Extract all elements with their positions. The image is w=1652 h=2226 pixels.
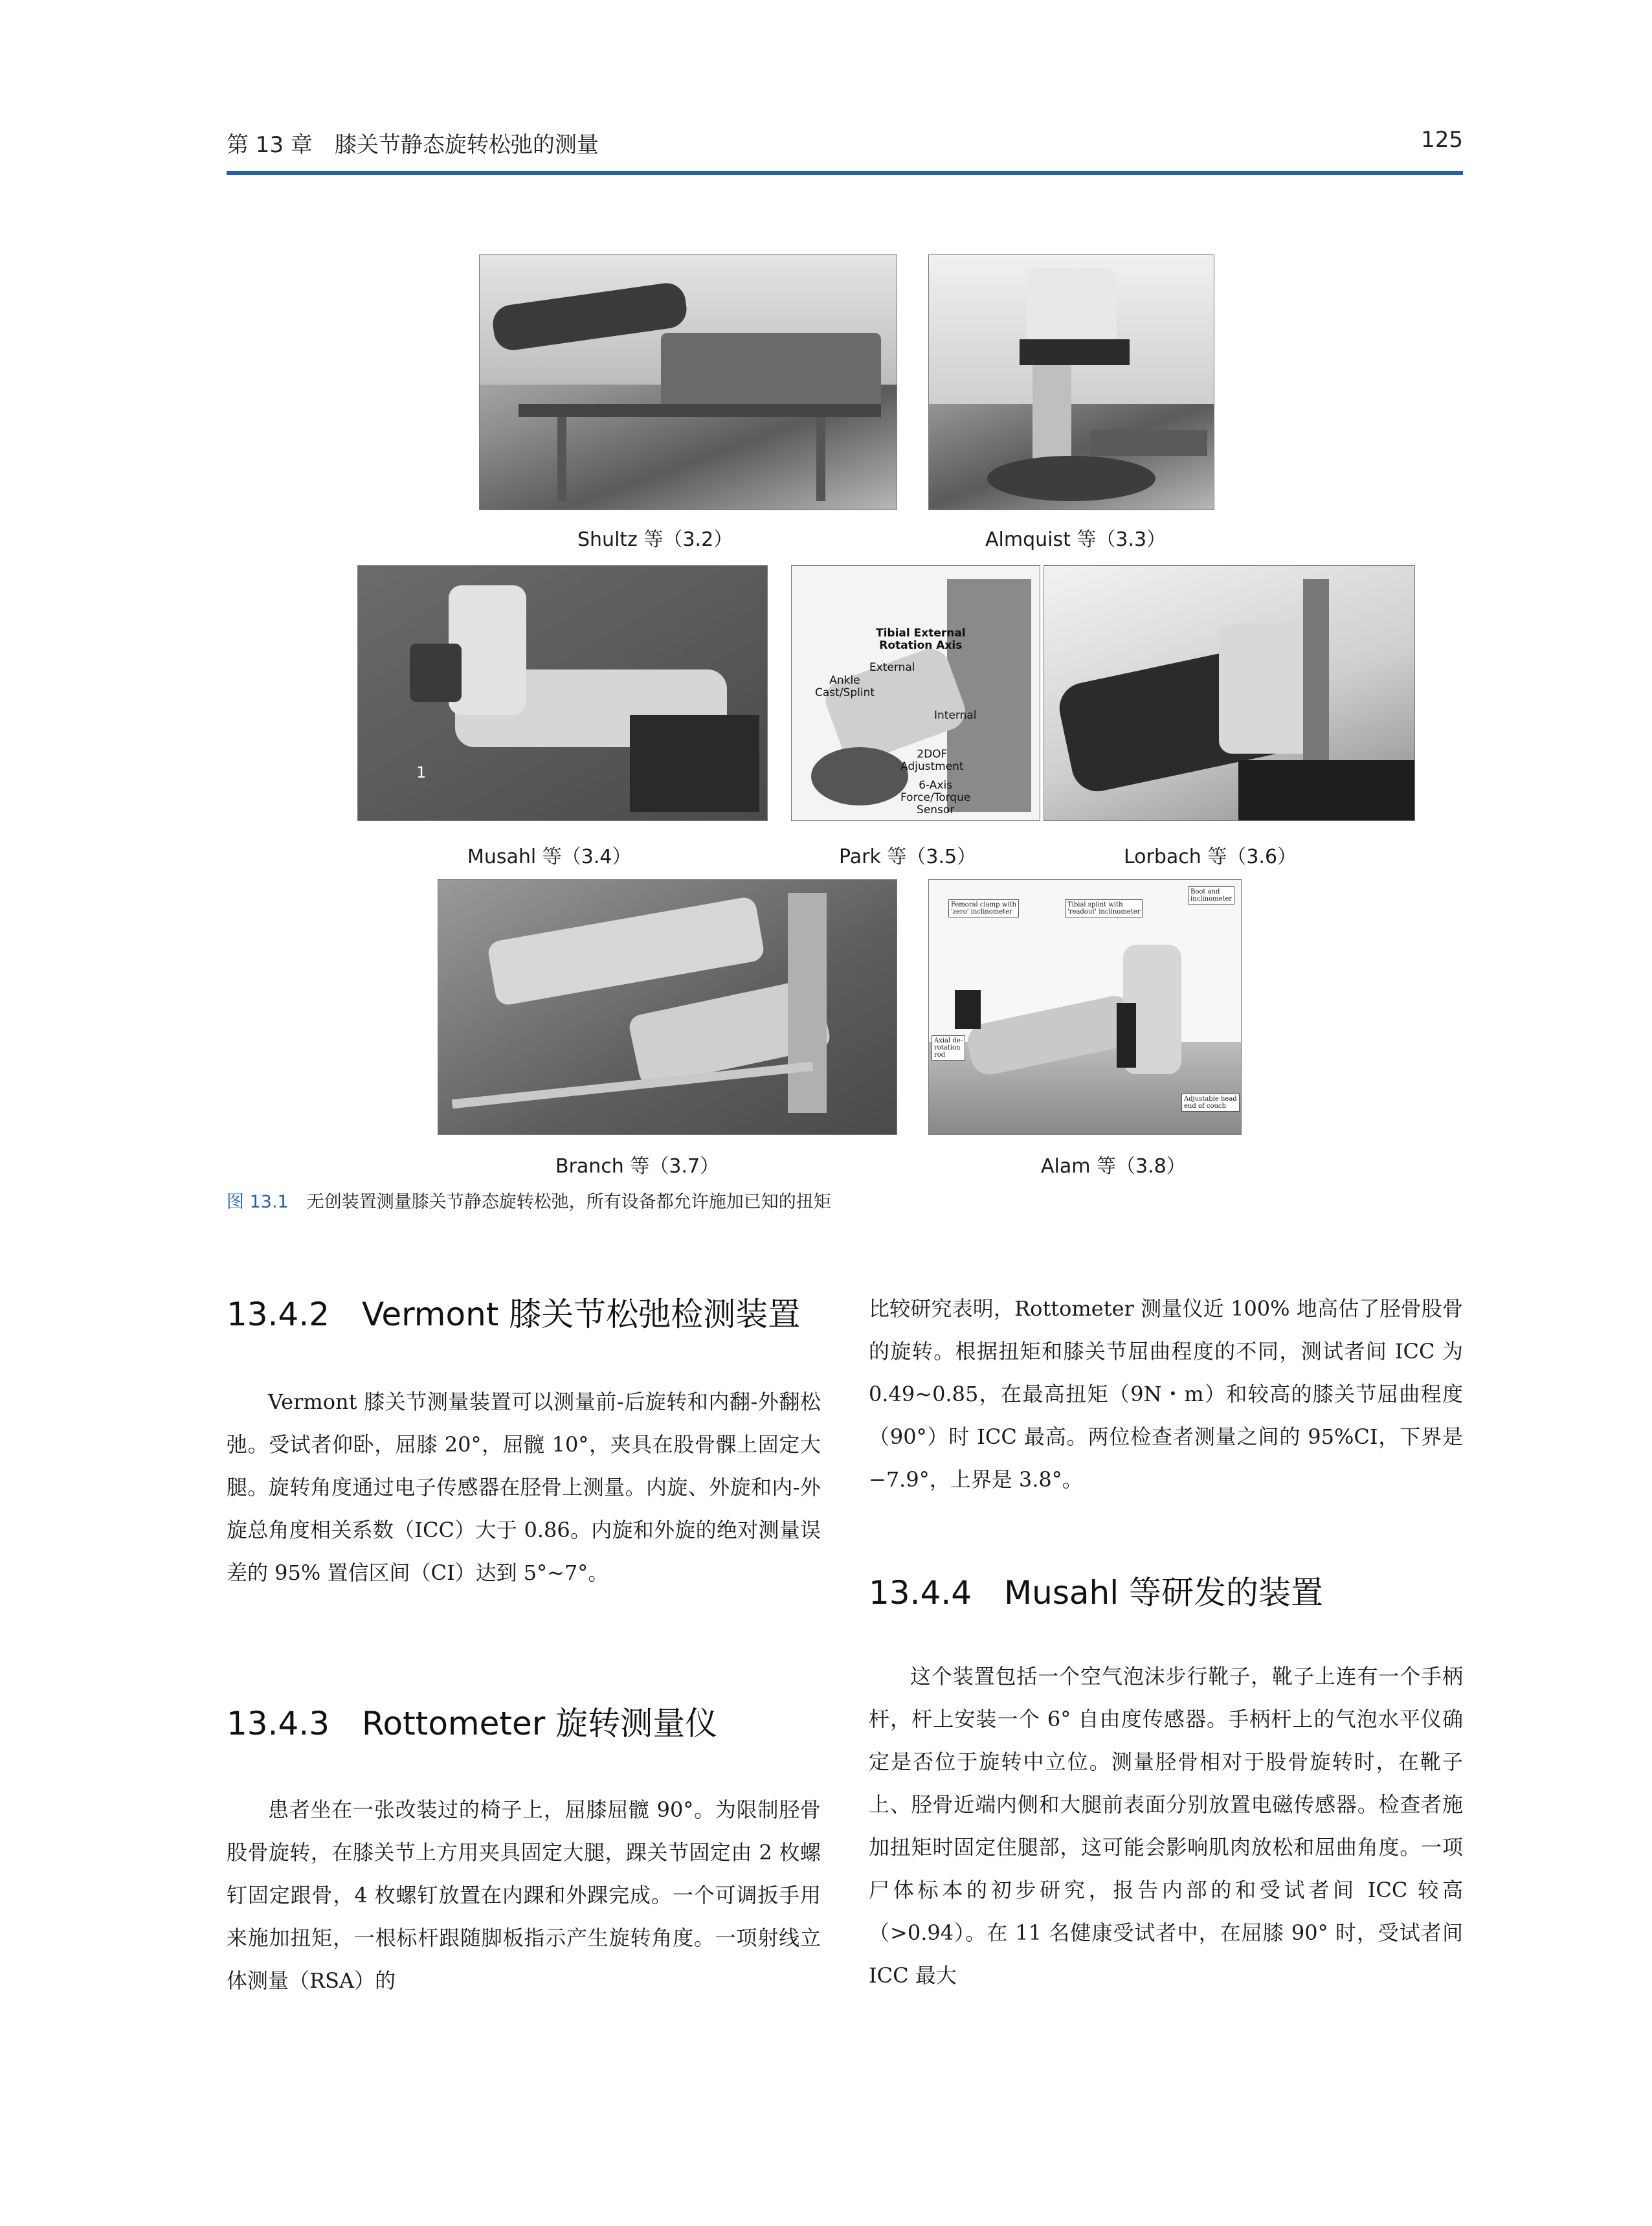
alam-label-axial: Axial de- rotation rod: [932, 1035, 965, 1061]
section-body-13-4-3: 患者坐在一张改装过的椅子上，屈膝屈髋 90°。为限制胫骨股骨旋转，在膝关节上方用夹具固定大腿，踝关节固定由 2 枚螺钉固定跟骨，4 枚螺钉放置在内踝和外踝完成。一个可调扳手用来施加扭矩，一根标杆跟随脚板指示产生旋转角度。一项射线立体测量（RSA）的: [227, 1797, 821, 1993]
caption-branch: Branch 等（3.7）: [555, 1155, 720, 1178]
page-number: 125: [1421, 127, 1463, 153]
caption-almquist: Almquist 等（3.3）: [985, 528, 1166, 551]
caption-alam: Alam 等（3.8）: [1041, 1155, 1186, 1178]
park-label-sensor: 6-Axis Force/Torque Sensor: [900, 779, 971, 816]
alam-label-couch: Adjustable head end of couch: [1181, 1094, 1240, 1112]
alam-label-boot: Boot and inclinometer: [1188, 886, 1234, 905]
section-heading-13-4-3: 13.4.3 Rottometer 旋转测量仪: [227, 1705, 718, 1742]
section-body-13-4-4: 这个装置包括一个空气泡沫步行靴子，靴子上连有一个手柄杆，杆上安装一个 6° 自由度传感器。手柄杆上的气泡水平仪确定是否位于旋转中立位。测量胫骨相对于股骨旋转时，在靴子上、胫骨近端内侧和大腿前表面分别放置电磁传感器。检查者施加扭矩时固定住腿部，这可能会影响肌肉放松和屈曲角度。一项尸体标本的初步研究，报告内部的和受试者间 ICC 较高（>0.94）。在 11 名健康受试者中，在屈膝 90° 时，受试者间 ICC 最大: [869, 1664, 1463, 1988]
figure-caption-text: 无创装置测量膝关节静态旋转松弛，所有设备都允许施加已知的扭矩: [306, 1192, 831, 1212]
photo-almquist: [928, 254, 1214, 510]
park-label-internal: Internal: [934, 709, 977, 722]
section-heading-13-4-2: 13.4.2 Vermont 膝关节松弛检测装置: [227, 1296, 801, 1333]
caption-park: Park 等（3.5）: [839, 846, 977, 868]
photo-musahl: [357, 565, 768, 821]
alam-label-tibial: Tibial splint with 'readout' inclinometer: [1065, 899, 1143, 917]
photo-branch: [438, 879, 897, 1135]
park-label-external: External: [869, 661, 915, 674]
caption-musahl: Musahl 等（3.4）: [467, 846, 632, 868]
park-label-ankle: Ankle Cast/Splint: [815, 674, 875, 699]
caption-lorbach: Lorbach 等（3.6）: [1124, 846, 1297, 868]
running-header-chapter: 第 13 章 膝关节静态旋转松弛的测量: [227, 132, 599, 158]
alam-label-femoral: Femoral clamp with 'zero' inclinometer: [948, 899, 1019, 917]
photo-shultz: [479, 254, 897, 510]
header-rule: [227, 171, 1463, 175]
section-heading-13-4-4: 13.4.4 Musahl 等研发的装置: [869, 1574, 1324, 1612]
figure-caption: [227, 1187, 831, 1213]
continued-body-rottometer: 比较研究表明，Rottometer 测量仪近 100% 地高估了胫骨股骨的旋转。根据扭矩和膝关节屈曲程度的不同，测试者间 ICC 为 0.49~0.85，在最高扭矩（9N・m）和较高的膝关节屈曲程度（90°）时 ICC 最高。两位检查者测量之间的 95%CI，下界是 −7.9°，上界是 3.8°。: [869, 1296, 1463, 1492]
park-label-adjustment: 2DOF Adjustment: [900, 748, 964, 773]
figure-label: 图 13.1: [227, 1192, 289, 1212]
photo-park: [791, 565, 1040, 821]
park-label-tibial-axis: Tibial External Rotation Axis: [876, 627, 966, 652]
musahl-marker: 1: [416, 763, 427, 781]
caption-shultz: Shultz 等（3.2）: [577, 528, 733, 551]
section-body-13-4-2: Vermont 膝关节测量装置可以测量前-后旋转和内翻-外翻松弛。受试者仰卧，屈膝 20°，屈髋 10°，夹具在股骨髁上固定大腿。旋转角度通过电子传感器在胫骨上测量。内旋、外旋和内-外旋总角度相关系数（ICC）大于 0.86。内旋和外旋的绝对测量误差的 95% 置信区间（CI）达到 5°~7°。: [227, 1389, 821, 1585]
photo-alam: [928, 879, 1242, 1135]
photo-lorbach: [1044, 565, 1415, 821]
